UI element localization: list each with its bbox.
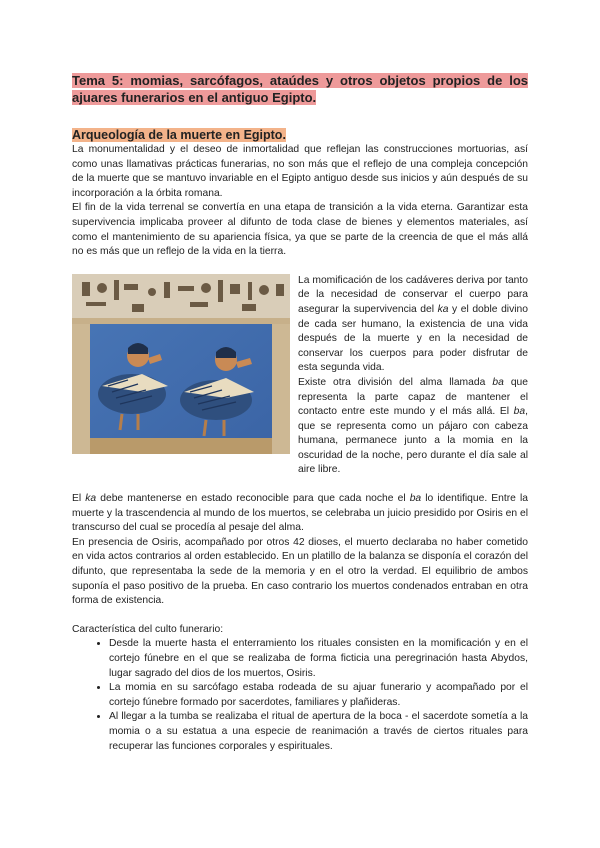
paragraph-osiris: En presencia de Osiris, acompañado por otros 42 dioses, el muerto declaraba no haber cometido en vida actos contrarios al orden establecido. En un platillo de la balanza se disponía el corazón del difunto, que representaba la sede de la memoria y en el otro la verdad. El equilibrio de ambos suponía el paso positivo de la prueba. En caso contrario los muertos condenados entraban en otra forma de existencia. <box>72 536 528 607</box>
paragraph-fin-vida: El fin de la vida terrenal se convertía en una etapa de transición a la vida eterna. Garantizar esta supervivencia implicaba proveer al difunto de toda clase de bienes y elementos materiales, así como el mantenimiento de su apariencia física, ya que se parte de la creencia de que el más allá no es más que un reflejo de la vida en la tierra. <box>72 202 528 258</box>
list-item: • Desde la muerte hasta el enterramiento los rituales consisten en la momificación y en el cortejo fúnebre en el que se realizaba de forma ficticia una peregrinación hasta Abydos, lugar sagrado del dios de los muertos, Osiris. <box>109 637 528 681</box>
document-page <box>72 72 528 754</box>
ba-bird-relief-image <box>72 274 290 454</box>
funerary-cult-list <box>72 637 528 754</box>
list-item: • La momia en su sarcófago estaba rodeada de su ajuar funerario y acompañado por el cortejo fúnebre formado por sacerdotes, familiares y plañideras. <box>109 681 528 710</box>
list-item: • Al llegar a la tumba se realizaba el ritual de apertura de la boca - el sacerdote sometía a la momia o a su estatua a una especie de reanimación a través de ciertos rituales para recuperar las funciones corporales y espirituales. <box>109 710 528 754</box>
figure-row <box>72 274 528 478</box>
paragraph-momificacion: La momificación de los cadáveres deriva por tanto de la necesidad de conservar el cuerpo para asegurar la supervivencia del ka y el doble divino de cada ser humano, la existencia de una vida después de la muerte y en la necesidad de conservar los cuerpos para poder disfrutar de esta segunda vida. <box>298 274 528 374</box>
paragraph-ba: Existe otra división del alma llamada ba que representa la parte capaz de mantener el contacto entre este mundo y el más allá. El ba, que se representa como un pájaro con cabeza humana, permanece junto a la momia en la oscuridad de la noche, pero durante el día sale al aire libre. <box>298 376 529 476</box>
section-title: Arqueología de la muerte en Egipto. <box>72 128 286 142</box>
paragraph-ka: El ka debe mantenerse en estado reconocible para que cada noche el ba lo identifique. Entre la muerte y la trascendencia al mundo de los muertos, se celebraba un juicio presidido por Osiris en el transcurso del cual se procedía al pesaje del alma. <box>72 493 528 534</box>
document-title: Tema 5: momias, sarcófagos, ataúdes y otros objetos propios de los ajuares funerarios en el antiguo Egipto. <box>72 73 528 105</box>
side-text <box>298 274 528 478</box>
paragraph-monumentalidad: La monumentalidad y el deseo de inmortalidad que reflejan las construcciones mortuorias, así como unas llamativas prácticas funerarias, no son más que el reflejo de una compleja concepción de la muerte que se mantuvo invariable en el Egipto antiguo desde sus inicios y aún después de su incorporación a la órbita romana. <box>72 144 528 199</box>
list-heading: Característica del culto funerario: <box>72 623 224 635</box>
